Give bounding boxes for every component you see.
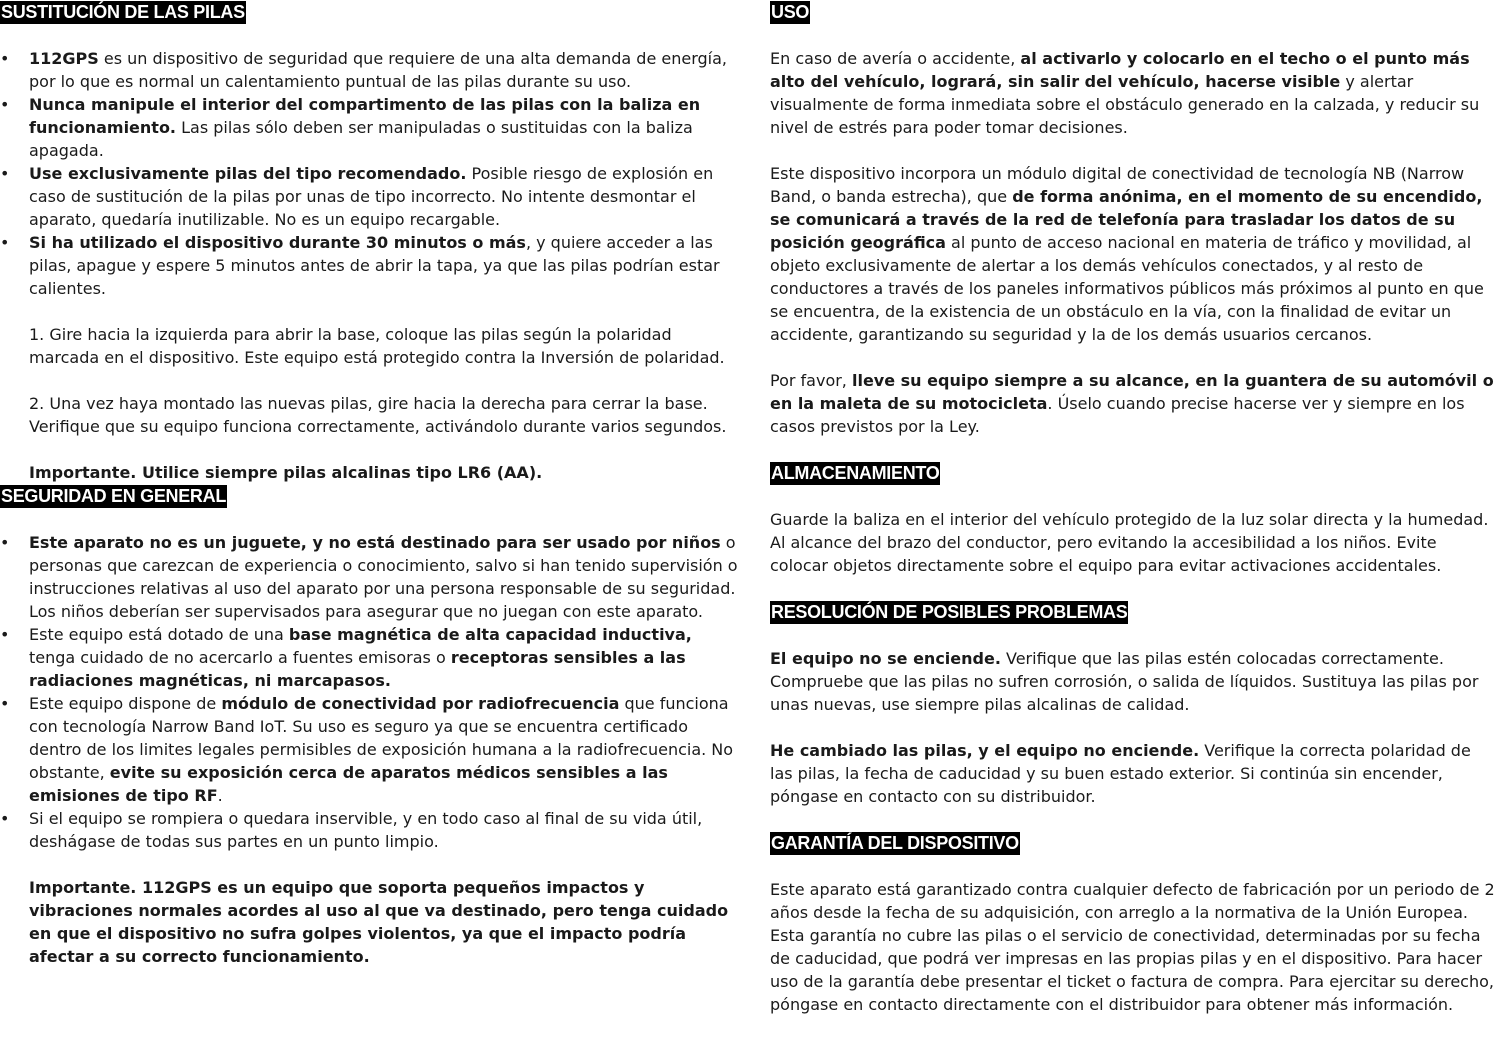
body-text: Verifique la correcta polaridad de las pilas, la fecha de caducidad y su buen estado exterior. Si continúa sin encender, póngase en contacto con su distribuidor. (770, 741, 1471, 806)
bold-text: 112GPS (29, 49, 99, 68)
bold-text: al activarlo y colocarlo en el techo o el punto más alto del vehículo, logrará, sin salir del vehículo, hacerse visible (770, 49, 1470, 91)
battery-important-note: Importante. Utilice siempre pilas alcalinas tipo LR6 (AA). (29, 463, 543, 482)
safety-bullet-list (0, 531, 740, 853)
list-item (0, 47, 740, 93)
body-text: tenga cuidado de no acercarlo a fuentes emisoras o (29, 648, 451, 667)
bold-text: módulo de conectividad por radiofrecuencia (221, 694, 620, 713)
list-item (0, 231, 740, 300)
use-paragraph-2 (770, 162, 1498, 346)
section-heading-warranty: GARANTÍA DEL DISPOSITIVO (771, 833, 1019, 853)
step-2-text: 2. Una vez haya montado las nuevas pilas, gire hacia la derecha para cerrar la base. Verifique que su equipo funciona correctamente, activándolo durante varios segundos. (29, 394, 727, 436)
body-text: es un dispositivo de seguridad que requiere de una alta demanda de energía, por lo que es normal un calentamiento puntual de las pilas durante su uso. (29, 49, 728, 91)
bold-text: He cambiado las pilas, y el equipo no enciende. (770, 741, 1200, 760)
body-text: al punto de acceso nacional en materia de tráfico y movilidad, al objeto exclusivamente de alertar a los demás vehículos conectados, y al resto de conductores a través de los paneles informativos públicos más próximos al punto en que se encuentra, de la existencia de un obstáculo en la vía, con la finalidad de evitar un accidente, garantizando su seguridad y la de los demás usuarios cercanos. (770, 233, 1484, 344)
bold-text: Si ha utilizado el dispositivo durante 30 minutos o más (29, 233, 526, 252)
body-text: Este equipo dispone de (29, 694, 222, 713)
body-text: que funciona con tecnología Narrow Band IoT. Su uso es seguro ya que se encuentra certificado dentro de los limites legales permisibles de exposición humana a la radiofrecuencia. No obstante, (29, 694, 734, 782)
body-text: En caso de avería o accidente, (770, 49, 1021, 68)
left-column (0, 0, 740, 968)
battery-bullet-list (0, 47, 740, 300)
bold-text: de forma anónima, en el momento de su encendido, se comunicará a través de la red de telefonía para trasladar los datos de su posición geográfica (770, 187, 1483, 252)
section-heading-battery-replacement: SUSTITUCIÓN DE LAS PILAS (1, 2, 245, 22)
bold-text: El equipo no se enciende. (770, 649, 1001, 668)
troubleshooting-paragraph-1 (770, 647, 1498, 716)
section-heading-troubleshooting: RESOLUCIÓN DE POSIBLES PROBLEMAS (771, 602, 1128, 622)
list-item (0, 162, 740, 231)
body-text: . Úselo cuando precise hacerse ver y siempre en los casos previstos por la Ley. (770, 394, 1465, 436)
bold-text: Este aparato no es un juguete, y no está destinado para ser usado por niños (29, 533, 721, 552)
bold-text: base magnética de alta capacidad inductiva, (288, 625, 692, 644)
use-paragraph-1 (770, 47, 1498, 139)
list-item (0, 531, 740, 623)
storage-paragraph: Guarde la baliza en el interior del vehículo protegido de la luz solar directa y la humedad. Al alcance del brazo del conductor, pero evitando la accesibilidad a los niños. Evite colocar objetos directamente sobre el equipo para evitar activaciones accidentales. (770, 510, 1489, 575)
troubleshooting-paragraph-2 (770, 739, 1498, 808)
body-text: . (217, 786, 223, 805)
body-text: Este dispositivo incorpora un módulo digital de conectividad de tecnología NB (Narrow Band, o banda estrecha), que (770, 164, 1465, 206)
list-item (0, 623, 740, 692)
bold-text: receptoras sensibles a las radiaciones magnéticas, ni marcapasos. (29, 648, 686, 690)
bold-text: Use exclusivamente pilas del tipo recomendado. (29, 164, 467, 183)
body-text: Las pilas sólo deben ser manipuladas o sustituidas con la baliza apagada. (29, 118, 693, 160)
body-text: Posible riesgo de explosión en caso de sustitución de la pilas por unas de tipo incorrecto. No intente desmontar el aparato, quedaría inutilizable. No es un equipo recargable. (29, 164, 714, 229)
bold-text: Nunca manipule el interior del compartimento de las pilas con la baliza en funcionamiento. (29, 95, 701, 137)
step-1-text: 1. Gire hacia la izquierda para abrir la base, coloque las pilas según la polaridad marcada en el dispositivo. Este equipo está protegido contra la Inversión de polaridad. (29, 325, 725, 367)
body-text: , y quiere acceder a las pilas, apague y espere 5 minutos antes de abrir la tapa, ya que las pilas podrían estar calientes. (29, 233, 720, 298)
body-text: Verifique que las pilas estén colocadas correctamente. Compruebe que las pilas no sufren corrosión, o salida de líquidos. Sustituya las pilas por unas nuevas, use siempre pilas alcalinas de calidad. (770, 649, 1479, 714)
list-item (0, 807, 740, 853)
bold-text: lleve su equipo siempre a su alcance, en la guantera de su automóvil o en la maleta de su motocicleta (770, 371, 1494, 413)
body-text: Por favor, (770, 371, 852, 390)
body-text: y alertar visualmente de forma inmediata sobre el obstáculo generado en la calzada, y reducir su nivel de estrés para poder tomar decisiones. (770, 72, 1480, 137)
list-item (0, 692, 740, 807)
warranty-paragraph: Este aparato está garantizado contra cualquier defecto de fabricación por un periodo de 2 años desde la fecha de su adquisición, con arreglo a la normativa de la Unión Europea. Esta garantía no cubre las pilas o el servicio de conectividad, determinadas por su fecha de caducidad, que podrá ver impresas en las propias pilas y en el dispositivo. Para hacer uso de la garantía debe presentar el ticket o factura de compra. Para ejercitar su derecho, póngase en contacto directamente con el distribuidor para obtener más información. (770, 880, 1495, 1014)
safety-important-note: Importante. 112GPS es un equipo que soporta pequeños impactos y vibraciones normales acordes al uso al que va destinado, pero tenga cuidado en que el dispositivo no sufra golpes violentos, ya que el impacto podría afectar a su correcto funcionamiento. (29, 878, 729, 966)
body-text: o personas que carezcan de experiencia o conocimiento, salvo si han tenido supervisión o instrucciones relativas al uso del aparato por una persona responsable de su seguridad. Los niños deberían ser supervisados para asegurar que no juegan con este aparato. (29, 533, 738, 621)
section-heading-storage: ALMACENAMIENTO (771, 463, 940, 483)
section-heading-use: USO (771, 2, 810, 22)
list-item (0, 93, 740, 162)
section-heading-general-safety: SEGURIDAD EN GENERAL (1, 486, 227, 506)
body-text: Este equipo está dotado de una (29, 625, 289, 644)
body-text: Si el equipo se rompiera o quedara inservible, y en todo caso al final de su vida útil, deshágase de todas sus partes en un punto limpio. (29, 809, 703, 851)
right-column (770, 0, 1498, 1016)
use-paragraph-3 (770, 369, 1498, 438)
bold-text: evite su exposición cerca de aparatos médicos sensibles a las emisiones de tipo RF (29, 763, 668, 805)
